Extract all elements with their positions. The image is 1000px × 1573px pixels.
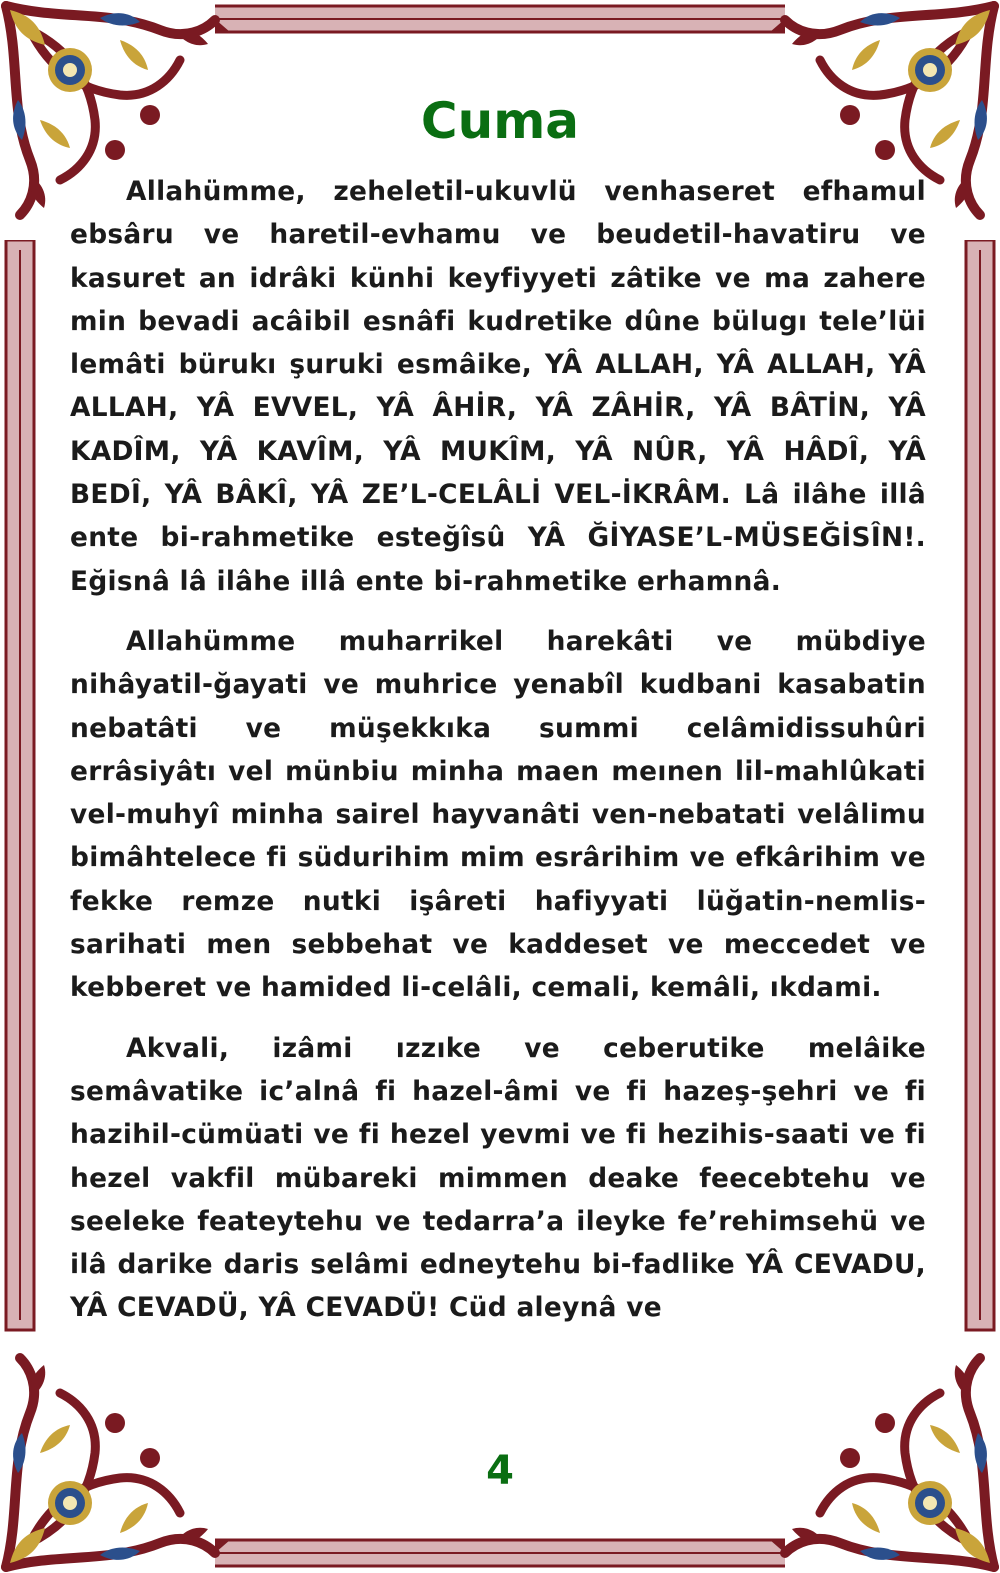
paragraph-1: Allahümme, zeheletil-ukuvlü venhaseret efhamul ebsâru ve haretil-evhamu ve beudetil-havatiru ve kasuret an idrâki künhi keyfiyyeti zâtike ve ma zahere min bevadi acâibil esnâfi kudretike dûne bülugı tele’lüi lemâti bürukı şuruki esmâike, YÂ ALLAH, YÂ ALLAH, YÂ ALLAH, YÂ EVVEL, YÂ ÂHİR, YÂ ZÂHİR, YÂ BÂTİN, YÂ KADÎM, YÂ KAVÎM, YÂ MUKÎM, YÂ NÛR, YÂ HÂDÎ, YÂ BEDÎ, YÂ BÂKÎ, YÂ ZE’L-CELÂLİ VEL-İKRÂM. Lâ ilâhe illâ ente bi-rahmetike esteğîsû YÂ ĞİYASE’L-MÜSEĞİSÎN!. Eğisnâ lâ ilâhe illâ ente bi-rahmetike erhamnâ. — [70, 176, 926, 597]
frame-left-bar — [6, 240, 34, 1330]
frame-top-bar — [200, 6, 800, 32]
frame-right-bar — [966, 240, 994, 1330]
frame-bottom-bar — [200, 1540, 800, 1566]
page-title: Cuma — [420, 92, 580, 150]
page-number: 4 — [486, 1448, 514, 1494]
paragraph-2: Allahümme muharrikel harekâti ve mübdiye nihâyatil-ğayati ve muhrice yenabîl kudbani kasabatin nebatâti ve müşekkıka summi celâmidissuhûri errâsiyâtı vel münbiu minha maen meınen lil-mahlûkati vel-muhyî minha sairel hayvanâti ven-nebatati velâlimu bimâhtelece fi südurihim mim esrârihim ve efkârihim ve fekke remze nutki işâreti hafiyyati lüğatin-nemlis-sarihati men sebbehat ve kaddeset ve meccedet ve kebberet ve hamided li-celâli, cemali, kemâli, ıkdami. — [70, 625, 926, 1004]
prayer-text — [70, 170, 926, 1330]
paragraph-3: Akvali, izâmi ızzıke ve ceberutike melâike semâvatike ic’alnâ fi hazel-âmi ve fi hazeş-şehri ve fi hazihil-cümüati ve fi hezel yevmi ve fi hezihis-saati ve fi hezel vakfil mübareki mimmen deake feecebtehu ve seeleke feateytehu ve tedarra’a ileyke fe’rehimsehü ve ilâ darike daris selâmi edneytehu bi-fadlike YÂ CEVADU, YÂ CEVADÜ, YÂ CEVADÜ! Cüd aleynâ ve — [70, 1032, 926, 1324]
